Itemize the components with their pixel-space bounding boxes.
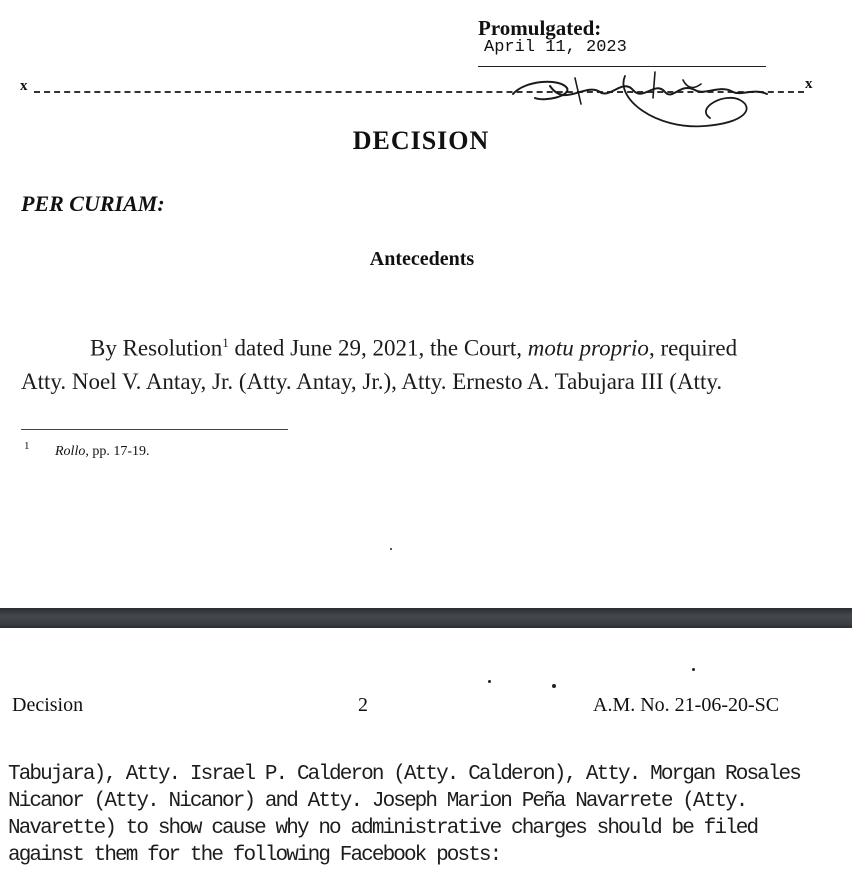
body-line-1: Tabujara), Atty. Israel P. Calderon (Atty. Calderon), Atty. Morgan Rosales — [8, 763, 800, 786]
footnote-source: Rollo — [55, 444, 86, 459]
promulgated-label: Promulgated: — [478, 16, 602, 40]
footnote-mark: 1 — [24, 440, 30, 452]
paragraph-line-1-middle: dated June 29, 2021, the Court, — [228, 335, 528, 361]
antecedents-heading: Antecedents — [369, 248, 475, 270]
document-page-2 — [0, 628, 852, 888]
separator-x-left: x — [20, 78, 28, 94]
per-curiam-heading: PER CURIAM: — [21, 191, 165, 216]
page-number: 2 — [358, 694, 368, 716]
footnote-text — [55, 444, 150, 460]
footnote-pages: , pp. 17-19. — [85, 444, 150, 459]
body-line-3: Navarette) to show cause why no administrative charges should be filed — [8, 817, 758, 840]
paragraph-line-2: Atty. Noel V. Antay, Jr. (Atty. Antay, Jr.), Atty. Ernesto A. Tabujara III (Atty. — [21, 369, 723, 394]
case-number: A.M. No. 21-06-20-SC — [593, 694, 780, 716]
promulgated-date: April 11, 2023 — [484, 38, 627, 57]
paragraph-line-1-start: By Resolution — [90, 335, 223, 361]
motu-proprio-term: motu proprio — [527, 335, 649, 361]
footnote-rule — [21, 429, 288, 430]
separator-x-right: x — [805, 76, 813, 92]
decision-title: DECISION — [352, 126, 490, 155]
scan-speck — [488, 680, 491, 683]
footnote-reference[interactable]: 1 — [222, 335, 229, 350]
page-break-divider — [0, 608, 852, 628]
scan-speck — [692, 668, 695, 671]
body-line-4: against them for the following Facebook posts: — [8, 844, 501, 867]
running-header-title: Decision — [12, 694, 84, 716]
scan-speck — [390, 548, 392, 550]
scan-speck — [552, 684, 556, 688]
paragraph-line-1 — [90, 335, 737, 362]
date-underline — [478, 66, 766, 67]
body-line-2: Nicanor (Atty. Nicanor) and Atty. Joseph Marion Peña Navarrete (Atty. — [8, 790, 747, 813]
paragraph-line-1-end: , required — [648, 335, 738, 361]
